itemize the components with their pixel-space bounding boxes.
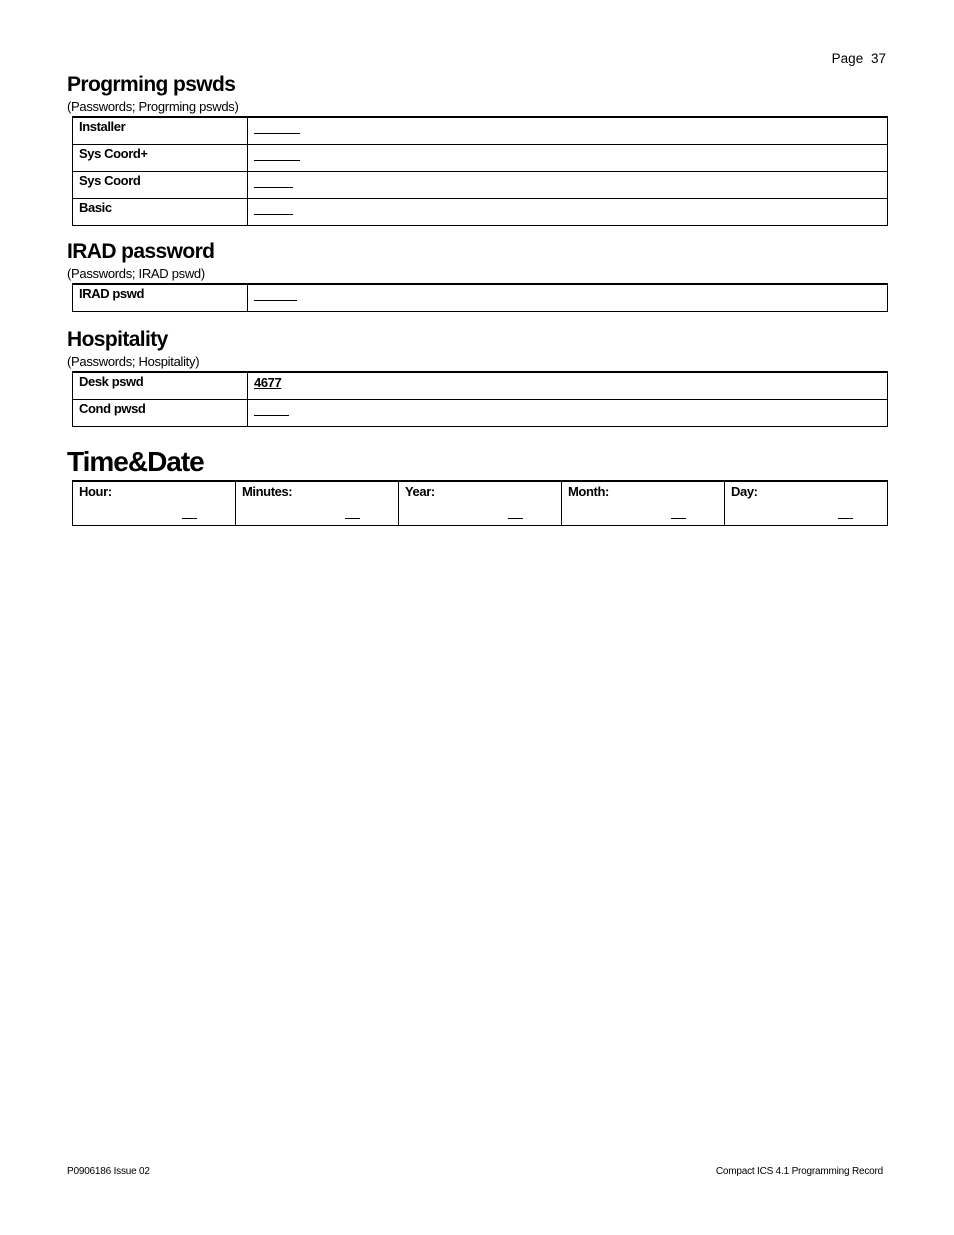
installer-value-cell[interactable] <box>248 117 888 145</box>
page-number-value: 37 <box>870 51 886 66</box>
table-row <box>73 117 888 145</box>
row-label: Sys Coord <box>73 172 248 199</box>
month-blank <box>671 518 686 519</box>
year-blank <box>508 518 523 519</box>
sys-coord-plus-blank <box>254 160 300 161</box>
basic-value-cell[interactable] <box>248 199 888 226</box>
table-row <box>73 145 888 172</box>
minutes-blank <box>345 518 360 519</box>
month-cell[interactable] <box>562 481 725 526</box>
hospitality-path: (Passwords; Hospitality) <box>67 354 200 369</box>
irad-password-section <box>67 239 888 312</box>
table-row <box>73 481 888 526</box>
hour-blank <box>182 518 197 519</box>
year-cell[interactable] <box>399 481 562 526</box>
time-date-table <box>72 480 888 526</box>
irad-password-heading: IRAD password <box>67 240 215 263</box>
irad-pswd-blank <box>254 300 297 301</box>
year-label: Year: <box>405 484 435 499</box>
row-label: IRAD pswd <box>73 284 248 312</box>
table-row <box>73 199 888 226</box>
sys-coord-plus-value-cell[interactable] <box>248 145 888 172</box>
hospitality-section <box>67 327 888 427</box>
table-row <box>73 372 888 400</box>
hospitality-table <box>72 371 888 427</box>
progrming-pswds-path: (Passwords; Progrming pswds) <box>67 99 239 114</box>
sys-coord-value-cell[interactable] <box>248 172 888 199</box>
hospitality-heading: Hospitality <box>67 328 168 351</box>
row-label: Cond pwsd <box>73 400 248 427</box>
time-date-heading: Time&Date <box>67 446 204 477</box>
progrming-pswds-table <box>72 116 888 226</box>
row-label: Sys Coord+ <box>73 145 248 172</box>
cond-pwsd-value-cell[interactable] <box>248 400 888 427</box>
time-date-section <box>67 445 888 526</box>
day-cell[interactable] <box>725 481 888 526</box>
desk-pswd-value-cell[interactable] <box>248 372 888 400</box>
hour-cell[interactable] <box>73 481 236 526</box>
month-label: Month: <box>568 484 609 499</box>
irad-password-path: (Passwords; IRAD pswd) <box>67 266 205 281</box>
footer-doc-id: P0906186 Issue 02 <box>67 1166 150 1177</box>
minutes-cell[interactable] <box>236 481 399 526</box>
day-blank <box>838 518 853 519</box>
row-label: Installer <box>73 117 248 145</box>
footer-doc-title: Compact ICS 4.1 Programming Record <box>715 1166 883 1177</box>
progrming-pswds-heading: Progrming pswds <box>67 73 236 96</box>
table-row <box>73 400 888 427</box>
page-label: Page <box>831 51 864 66</box>
sys-coord-blank <box>254 187 293 188</box>
page-number <box>832 51 886 66</box>
hour-label: Hour: <box>79 484 112 499</box>
cond-pwsd-blank <box>254 415 289 416</box>
row-label: Desk pswd <box>73 372 248 400</box>
basic-blank <box>254 214 293 215</box>
progrming-pswds-section <box>67 72 888 226</box>
table-row <box>73 172 888 199</box>
row-label: Basic <box>73 199 248 226</box>
desk-pswd-value: 4677 <box>254 375 282 390</box>
minutes-label: Minutes: <box>242 484 293 499</box>
table-row <box>73 284 888 312</box>
irad-password-table <box>72 283 888 312</box>
day-label: Day: <box>731 484 758 499</box>
installer-blank <box>254 133 300 134</box>
irad-pswd-value-cell[interactable] <box>248 284 888 312</box>
